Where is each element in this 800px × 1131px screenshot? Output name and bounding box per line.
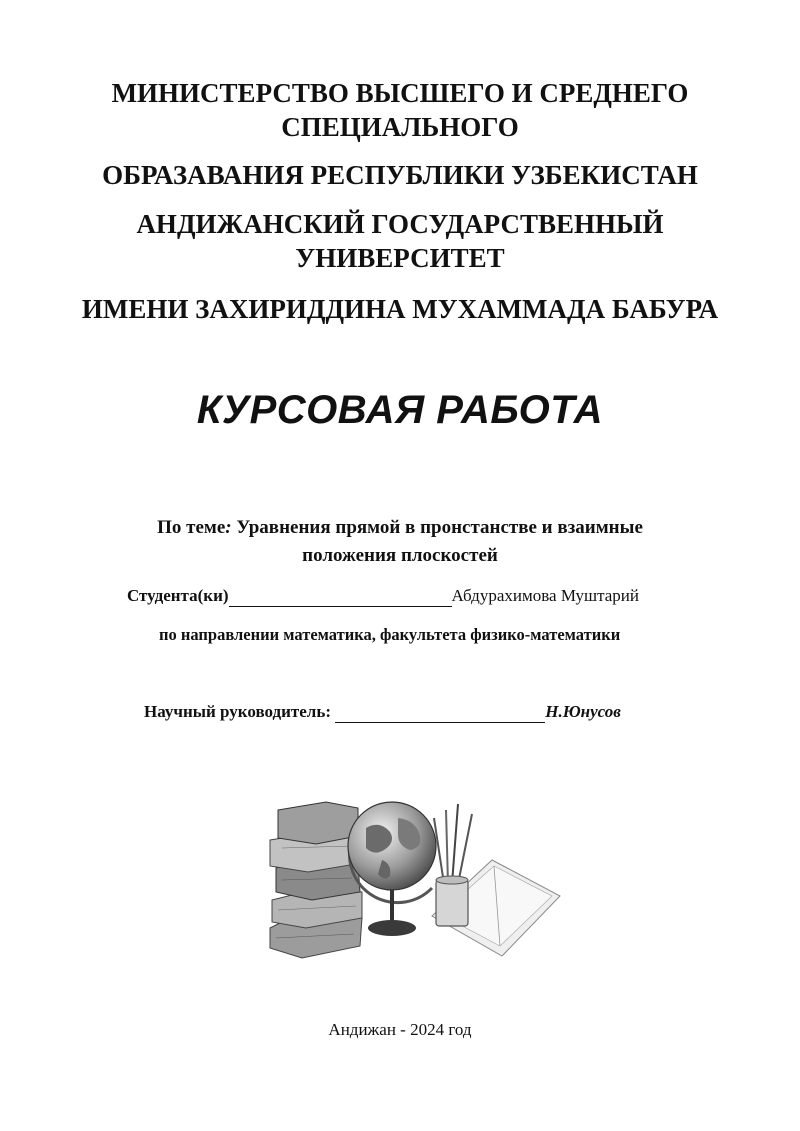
topic-colon: : (225, 517, 232, 538)
books-globe-illustration (262, 788, 562, 968)
direction-line: по направлении математика, факультета физико-математики (159, 625, 621, 644)
ministry-heading-line2: СПЕЦИАЛЬНОГО (281, 112, 519, 142)
document-title: КУРСОВАЯ РАБОТА (196, 388, 604, 432)
student-line (127, 586, 639, 607)
supervisor-underline (335, 702, 545, 723)
supervisor-label: Научный руководитель: (144, 702, 336, 721)
student-underline (229, 586, 452, 607)
book-stack-icon (270, 802, 362, 958)
university-heading-line3: ИМЕНИ ЗАХИРИДДИНА МУХАММАДА БАБУРА (81, 294, 719, 324)
university-heading-line2: УНИВЕРСИТЕТ (295, 243, 505, 273)
topic-line1 (0, 514, 800, 542)
pencil-cup-icon (434, 804, 472, 926)
university-heading-line1: АНДИЖАНСКИЙ ГОСУДАРСТВЕННЫЙ (136, 209, 664, 239)
topic-line2: положения плоскостей (302, 545, 498, 566)
footer-city-year: Андижан - 2024 год (328, 1020, 472, 1039)
supervisor-name: Н.Юнусов (545, 702, 621, 721)
topic-text-line1: Уравнения прямой в пронстанстве и взаимные (231, 517, 643, 538)
topic-prefix: По теме (157, 517, 226, 538)
student-name: Абдурахимова Муштарий (451, 586, 639, 605)
ministry-heading-line1: МИНИСТЕРСТВО ВЫСШЕГО И СРЕДНЕГО (111, 78, 689, 108)
ministry-heading-line3: ОБРАЗАВАНИЯ РЕСПУБЛИКИ УЗБЕКИСТАН (102, 160, 698, 190)
student-label: Студента(ки) (127, 586, 229, 605)
supervisor-line (144, 702, 621, 723)
